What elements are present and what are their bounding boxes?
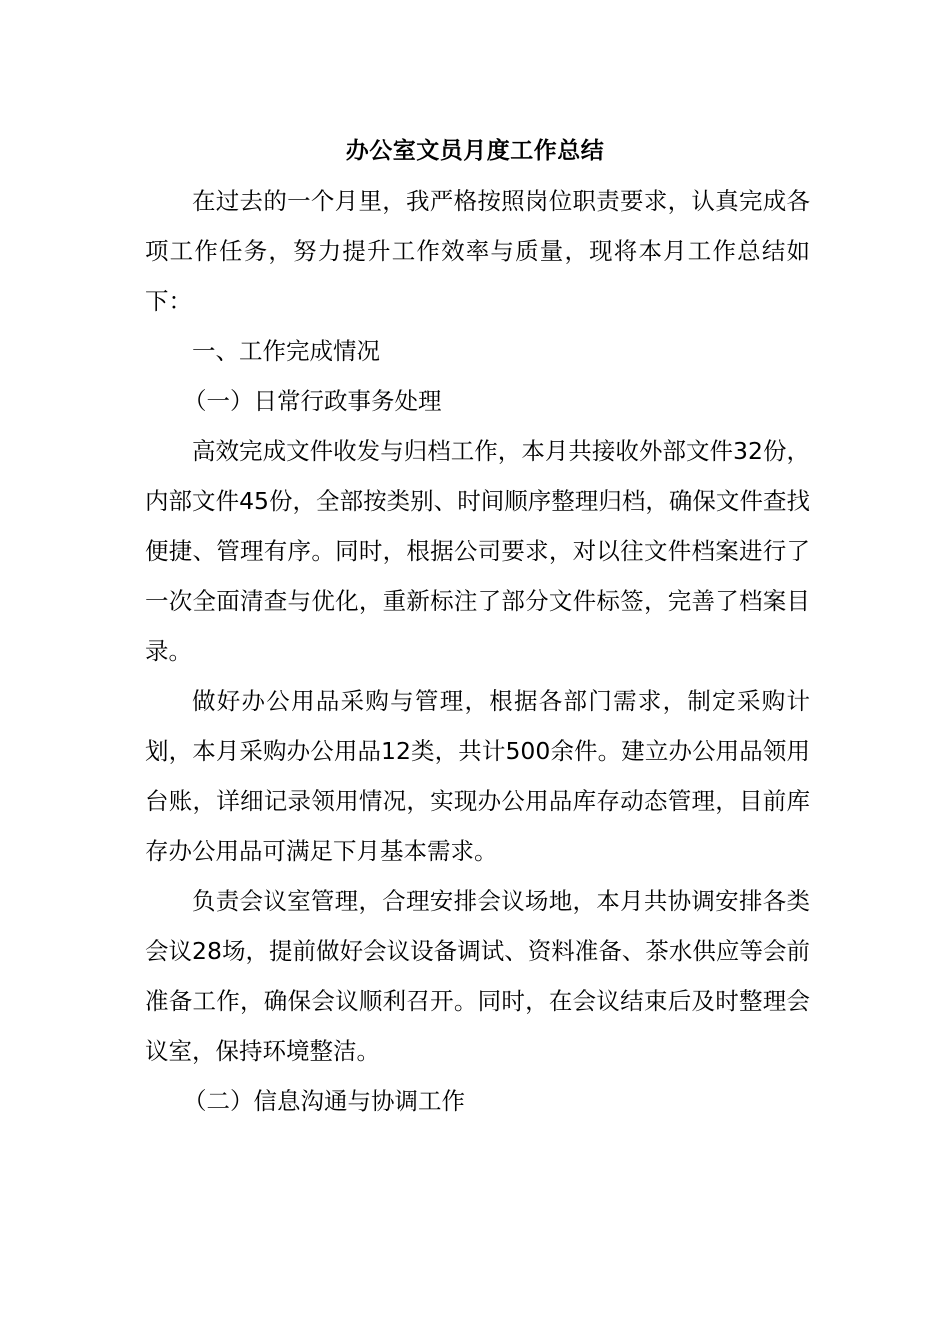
document-title: 办公室文员月度工作总结 xyxy=(345,138,605,164)
body-paragraph: 负责会议室管理，合理安排会议场地，本月共协调安排各类会议28场，提前做好会议设备调试、资料准备、茶水供应等会前准备工作，确保会议顺利召开。同时，在会议结束后及时整理会议室，保持环境整洁。 xyxy=(145,887,810,1065)
body-paragraph: 高效完成文件收发与归档工作，本月共接收外部文件32份，内部文件45份，全部按类别、时间顺序整理归档，确保文件查找便捷、管理有序。同时，根据公司要求，对以往文件档案进行了一次全面清查与优化，重新标注了部分文件标签，完善了档案目录。 xyxy=(145,437,810,665)
section-heading: 一、工作完成情况 xyxy=(192,337,380,365)
intro-paragraph: 在过去的一个月里，我严格按照岗位职责要求，认真完成各项工作任务，努力提升工作效率与质量，现将本月工作总结如下： xyxy=(145,187,810,315)
subsection-heading: （一）日常行政事务处理 xyxy=(183,387,442,415)
document-body xyxy=(145,176,810,1126)
subsection-heading: （二）信息沟通与协调工作 xyxy=(183,1087,465,1115)
body-paragraph: 做好办公用品采购与管理，根据各部门需求，制定采购计划，本月采购办公用品12类，共计500余件。建立办公用品领用台账，详细记录领用情况，实现办公用品库存动态管理，目前库存办公用品可满足下月基本需求。 xyxy=(145,687,810,865)
